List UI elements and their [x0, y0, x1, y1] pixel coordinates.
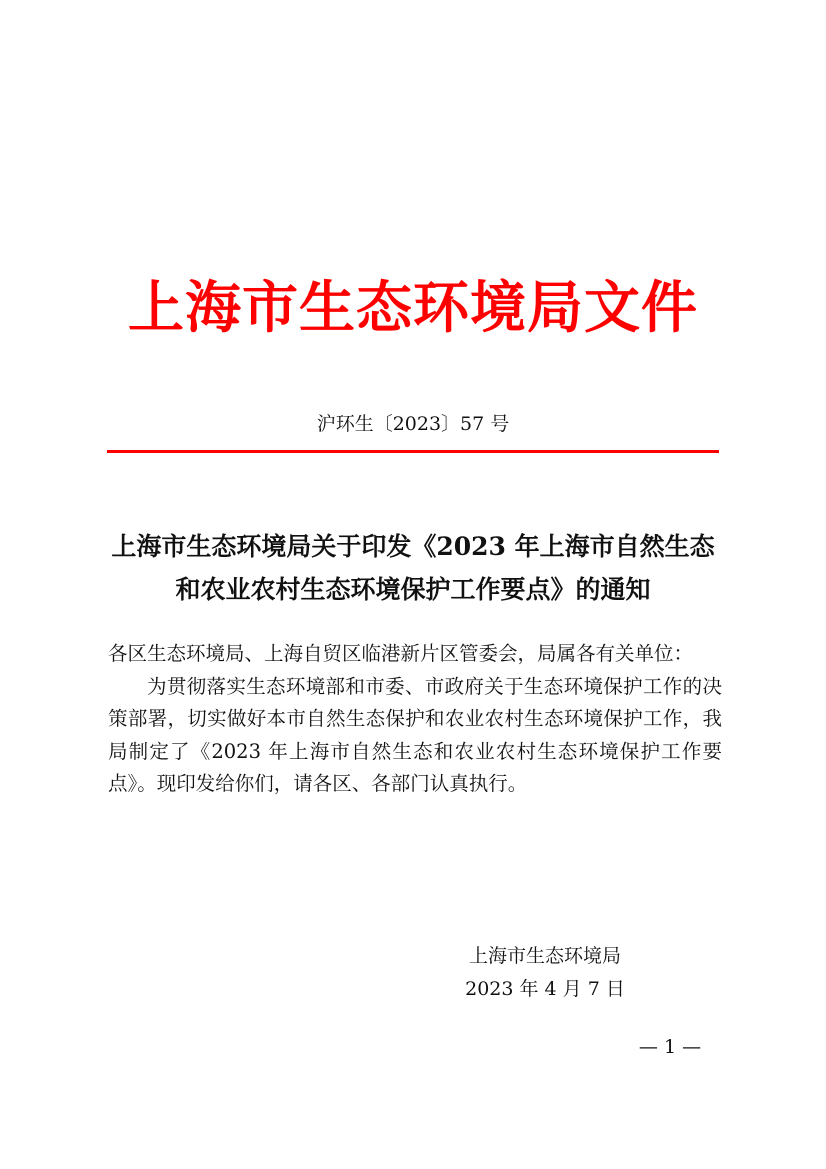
notice-title-line-2: 和农业农村生态环境保护工作要点》的通知	[175, 575, 651, 604]
document-number: 沪环生〔2023〕57 号	[316, 413, 510, 435]
document-header-title: 上海市生态环境局文件	[128, 275, 698, 341]
notice-title	[60, 525, 766, 611]
signature-organization: 上海市生态环境局	[468, 945, 621, 967]
red-divider-line	[107, 450, 719, 453]
body-paragraph: 为贯彻落实生态环境部和市委、市政府关于生态环境保护工作的决策部署，切实做好本市自然生态保护和农业农村生态环境保护工作，我局制定了《2023 年上海市自然生态和农业农村生态环境保护工作要点》。现印发给你们，请各区、各部门认真执行。	[108, 674, 722, 795]
notice-title-line-1: 上海市生态环境局关于印发《2023 年上海市自然生态	[111, 532, 715, 561]
page-number: — 1 —	[638, 1036, 702, 1058]
recipients-line: 各区生态环境局、上海自贸区临港新片区管委会，局属各有关单位：	[108, 642, 694, 665]
signature-block	[440, 940, 650, 1006]
notice-body	[108, 638, 722, 801]
signature-date: 2023 年 4 月 7 日	[465, 978, 625, 1000]
